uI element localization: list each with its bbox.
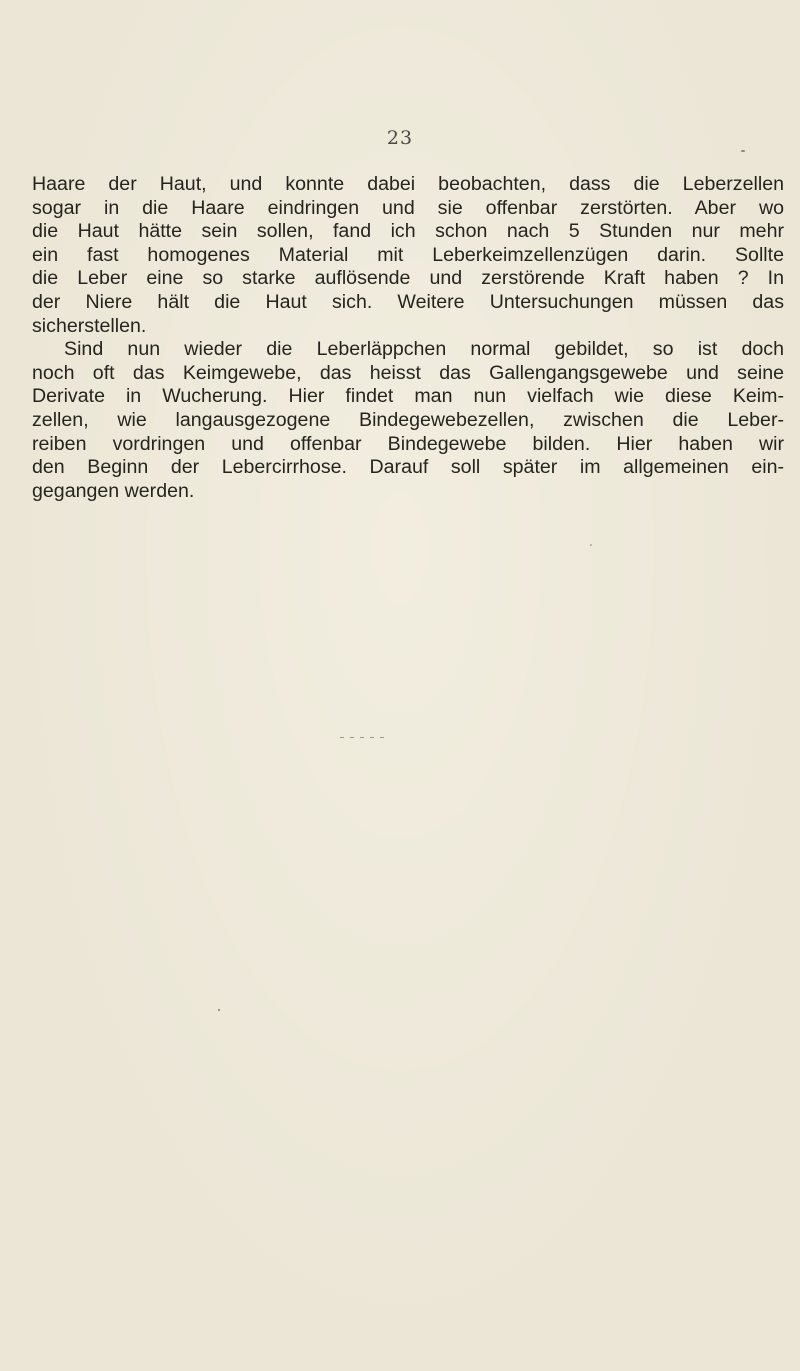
scan-mark xyxy=(360,737,364,738)
text-line: die Haut hätte sein sollen, fand ich schon nach 5 Stunden nur mehr xyxy=(32,220,784,243)
page-number: 23 xyxy=(386,127,414,149)
text-line: Sind nun wieder die Leberläppchen normal gebildet, so ist doch xyxy=(64,338,784,361)
text-line: Derivate in Wucherung. Hier findet man nun vielfach wie diese Keim- xyxy=(32,385,784,408)
paragraph-2 xyxy=(32,338,784,503)
scan-speck xyxy=(590,544,592,546)
body-text xyxy=(32,173,784,503)
text-line: sogar in die Haare eindringen und sie offenbar zerstörten. Aber wo xyxy=(32,196,784,219)
scan-mark xyxy=(370,737,374,738)
scan-speck xyxy=(741,150,745,152)
scan-speck xyxy=(218,1009,220,1011)
text-line: den Beginn der Lebercirrhose. Darauf soll später im allgemeinen ein- xyxy=(32,456,784,479)
text-line: zellen, wie langausgezogene Bindegewebezellen, zwischen die Leber- xyxy=(32,408,784,431)
text-line: gegangen werden. xyxy=(32,479,195,502)
text-line: Haare der Haut, und konnte dabei beobachten, dass die Leberzellen xyxy=(32,173,784,195)
text-line: der Niere hält die Haut sich. Weitere Untersuchungen müssen das xyxy=(32,290,784,313)
text-line: reiben vordringen und offenbar Bindegewebe bilden. Hier haben wir xyxy=(32,432,784,455)
text-line: ein fast homogenes Material mit Leberkeimzellenzügen darin. Sollte xyxy=(32,243,784,266)
scan-mark xyxy=(350,737,354,738)
text-line: noch oft das Keimgewebe, das heisst das Gallengangsgewebe und seine xyxy=(32,361,784,384)
scan-mark xyxy=(380,737,384,738)
scan-mark xyxy=(340,737,344,738)
text-line: die Leber eine so starke auflösende und zerstörende Kraft haben ? In xyxy=(32,267,784,290)
text-line: sicherstellen. xyxy=(32,314,147,337)
paragraph-1 xyxy=(32,173,784,338)
